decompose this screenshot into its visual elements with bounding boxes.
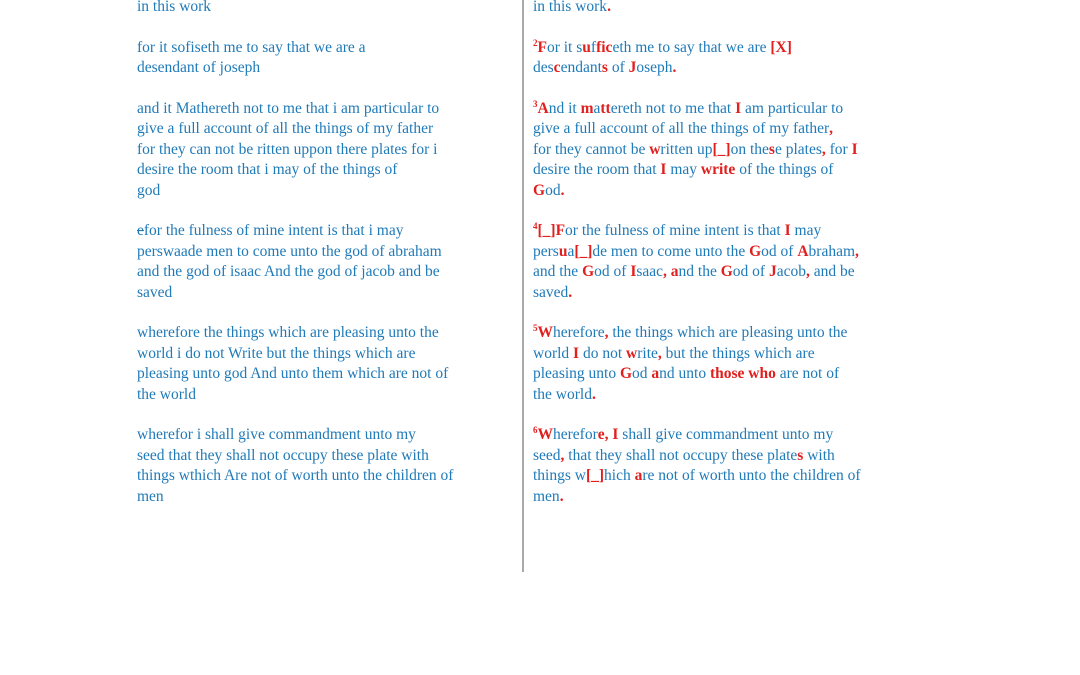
correction-mark: J bbox=[768, 263, 777, 281]
correction-mark: , bbox=[805, 263, 810, 281]
text-line: the world bbox=[137, 385, 196, 403]
text-segment: a bbox=[593, 100, 601, 117]
text-segment: and be bbox=[809, 263, 855, 281]
text-line: saved bbox=[137, 283, 173, 301]
correction-mark: G bbox=[533, 181, 546, 199]
text-segment: am particular to bbox=[741, 100, 844, 117]
text-segment: pleasing unto bbox=[533, 365, 620, 383]
text-segment: of the things of bbox=[735, 161, 834, 179]
correction-mark: , bbox=[604, 324, 609, 342]
correction-mark: I bbox=[660, 161, 667, 179]
text-segment: hich bbox=[604, 467, 635, 485]
verse-number: 6 bbox=[533, 425, 538, 436]
correction-mark: . bbox=[559, 487, 564, 505]
text-segment: for the fulness of mine intent is that i may bbox=[143, 222, 404, 240]
text-line: men bbox=[137, 487, 164, 505]
text-segment: acob bbox=[776, 263, 806, 281]
text-line: wherefor i shall give commandment unto my bbox=[137, 426, 416, 444]
text-segment: od bbox=[545, 181, 561, 199]
text-segment: rite bbox=[637, 344, 658, 362]
text-segment: endant bbox=[560, 59, 602, 77]
text-line bbox=[533, 221, 918, 241]
correction-mark: G bbox=[720, 263, 733, 281]
text-segment: that they shall not occupy these plate bbox=[564, 446, 798, 464]
correction-mark: , bbox=[560, 446, 565, 464]
paragraph bbox=[533, 323, 918, 405]
text-segment: world bbox=[533, 344, 574, 362]
text-line bbox=[533, 242, 918, 262]
correction-mark: [_] bbox=[574, 242, 593, 260]
text-segment: or it s bbox=[546, 38, 583, 56]
correction-mark: s bbox=[601, 59, 608, 77]
text-segment: on the bbox=[730, 140, 769, 158]
text-segment: of bbox=[607, 59, 629, 77]
text-segment: re not of worth unto the children of bbox=[642, 467, 861, 485]
text-line: desendant of joseph bbox=[137, 59, 261, 77]
correction-mark: u bbox=[582, 38, 591, 56]
correction-mark: . bbox=[568, 283, 573, 301]
text-line bbox=[533, 38, 918, 58]
paragraph bbox=[533, 38, 918, 79]
text-line: for it sofiseth me to say that we are a bbox=[137, 38, 366, 56]
text-segment: the world bbox=[533, 385, 592, 403]
text-line bbox=[533, 446, 918, 466]
paragraph bbox=[533, 99, 918, 201]
verse-number: 2 bbox=[533, 37, 538, 48]
correction-mark: W bbox=[537, 426, 553, 444]
correction-mark: W bbox=[537, 324, 553, 342]
paragraph bbox=[137, 221, 512, 303]
text-segment: saac bbox=[636, 263, 664, 281]
text-segment: od of bbox=[594, 263, 631, 281]
correction-mark: . bbox=[591, 385, 596, 403]
text-segment: or the fulness of mine intent is that bbox=[565, 222, 785, 240]
text-segment: and the bbox=[533, 263, 583, 281]
text-segment: pers bbox=[533, 242, 559, 260]
text-segment: ereth not to me that bbox=[610, 100, 736, 117]
original-text-column bbox=[137, 0, 512, 527]
verse-number: 3 bbox=[533, 99, 538, 109]
struck-character: e bbox=[137, 222, 144, 240]
text-segment: nd the bbox=[678, 263, 721, 281]
text-segment: men bbox=[533, 487, 560, 505]
text-segment: od of bbox=[761, 242, 798, 260]
correction-mark: u bbox=[558, 242, 568, 260]
correction-mark: . bbox=[607, 0, 611, 15]
text-line: give a full account of all the things of my father bbox=[137, 120, 434, 138]
correction-mark: A bbox=[537, 100, 549, 117]
text-segment: des bbox=[533, 59, 554, 77]
text-segment: nd unto bbox=[659, 365, 710, 383]
text-segment: give a full account of all the things of my father bbox=[533, 120, 830, 138]
text-line bbox=[533, 119, 918, 139]
text-line: in this work bbox=[137, 0, 212, 15]
text-segment: a bbox=[567, 242, 575, 260]
text-line bbox=[533, 385, 918, 405]
correction-mark: I bbox=[630, 263, 637, 281]
correction-mark: . bbox=[560, 181, 565, 199]
correction-mark: , bbox=[829, 120, 834, 138]
text-segment: od bbox=[632, 365, 652, 383]
text-line bbox=[533, 0, 918, 17]
text-line bbox=[533, 160, 918, 180]
text-segment: but the things which are bbox=[661, 344, 815, 362]
paragraph bbox=[137, 323, 512, 405]
text-line: desire the room that i may of the things of bbox=[137, 161, 398, 179]
text-line bbox=[533, 364, 918, 384]
correction-mark: G bbox=[582, 263, 595, 281]
correction-mark: I bbox=[573, 344, 580, 362]
text-line: wherefore the things which are pleasing unto the bbox=[137, 324, 439, 342]
text-line: world i do not Write but the things which are bbox=[137, 344, 416, 362]
text-line: god bbox=[137, 181, 161, 199]
text-line bbox=[137, 221, 512, 241]
correction-mark: fic bbox=[596, 38, 613, 56]
text-segment: seed bbox=[533, 446, 561, 464]
correction-mark: . bbox=[672, 59, 677, 77]
correction-mark: s bbox=[797, 446, 804, 464]
text-segment: things w bbox=[533, 467, 586, 485]
paragraph bbox=[533, 221, 918, 303]
text-line bbox=[533, 99, 918, 119]
text-segment: ritten up bbox=[660, 140, 713, 158]
text-segment: may bbox=[790, 222, 822, 240]
correction-mark: G bbox=[749, 242, 762, 260]
correction-mark: A bbox=[797, 242, 809, 260]
paragraph bbox=[533, 0, 918, 17]
text-segment: od of bbox=[732, 263, 769, 281]
text-segment: herefore bbox=[553, 324, 605, 342]
text-segment: e plates bbox=[774, 140, 822, 158]
correction-mark: I bbox=[735, 100, 742, 117]
text-segment: de men to come unto the bbox=[592, 242, 750, 260]
verse-number: 5 bbox=[533, 323, 538, 334]
column-divider bbox=[522, 0, 524, 572]
correction-mark: [X] bbox=[770, 38, 792, 56]
correction-mark: c bbox=[553, 59, 561, 77]
text-line bbox=[533, 487, 918, 507]
text-line bbox=[533, 58, 918, 78]
text-segment: shall give commandment unto my bbox=[618, 426, 834, 444]
text-segment: eth me to say that we are bbox=[612, 38, 771, 56]
text-segment: in this work bbox=[533, 0, 608, 15]
text-segment: do not bbox=[579, 344, 627, 362]
correction-mark: , bbox=[821, 140, 826, 158]
text-segment: for bbox=[825, 140, 852, 158]
corrected-text-column bbox=[533, 0, 918, 527]
text-line: and it Mathereth not to me that i am particular to bbox=[137, 100, 440, 117]
text-line bbox=[533, 181, 918, 201]
text-line bbox=[533, 262, 918, 282]
text-line bbox=[533, 323, 918, 343]
correction-mark: tt bbox=[600, 100, 611, 117]
text-line bbox=[533, 344, 918, 364]
correction-mark: a bbox=[651, 365, 660, 383]
correction-mark: I bbox=[851, 140, 858, 158]
text-segment: herefor bbox=[553, 426, 598, 444]
text-line bbox=[533, 425, 918, 445]
text-segment: with bbox=[803, 446, 835, 464]
correction-mark: w bbox=[649, 140, 661, 158]
text-line bbox=[533, 466, 918, 486]
text-line: for they can not be ritten uppon there plates for i bbox=[137, 140, 438, 158]
text-line bbox=[533, 140, 918, 160]
text-segment: nd it bbox=[548, 100, 581, 117]
paragraph bbox=[533, 425, 918, 507]
paragraph bbox=[137, 99, 512, 201]
text-line: pleasing unto god And unto them which are not of bbox=[137, 365, 449, 383]
correction-mark: m bbox=[580, 100, 594, 117]
text-line: seed that they shall not occupy these plate with bbox=[137, 446, 429, 464]
text-segment: saved bbox=[533, 283, 569, 301]
correction-mark: write bbox=[700, 161, 736, 179]
correction-mark: I bbox=[784, 222, 791, 240]
text-segment: braham bbox=[808, 242, 856, 260]
correction-mark: , a bbox=[663, 263, 679, 281]
text-segment: may bbox=[666, 161, 701, 179]
correction-mark: [_] bbox=[712, 140, 731, 158]
paragraph bbox=[137, 38, 512, 79]
paragraph bbox=[137, 425, 512, 507]
correction-mark: F bbox=[537, 38, 547, 56]
text-line: and the god of isaac And the god of jacob and be bbox=[137, 263, 440, 281]
text-segment: f bbox=[590, 38, 597, 56]
text-segment: are not of bbox=[775, 365, 840, 383]
correction-mark: , bbox=[855, 242, 859, 260]
correction-mark: s bbox=[768, 140, 775, 158]
correction-mark: [_]F bbox=[537, 222, 566, 240]
text-line: perswaade men to come unto the god of abraham bbox=[137, 242, 442, 260]
text-segment: for they cannot be bbox=[533, 140, 650, 158]
text-segment: the things which are pleasing unto the bbox=[608, 324, 848, 342]
text-segment: oseph bbox=[636, 59, 673, 77]
text-segment: desire the room that bbox=[533, 161, 661, 179]
paragraph bbox=[137, 0, 512, 17]
correction-mark: w bbox=[626, 344, 638, 362]
text-line: things wthich Are not of worth unto the children of bbox=[137, 467, 454, 485]
correction-mark: e, I bbox=[597, 426, 619, 444]
correction-mark: G bbox=[619, 365, 633, 383]
correction-mark: [_] bbox=[585, 467, 605, 485]
correction-mark: J bbox=[628, 59, 637, 77]
correction-mark: a bbox=[634, 467, 643, 485]
correction-mark: those who bbox=[709, 365, 776, 383]
text-line bbox=[533, 283, 918, 303]
verse-number: 4 bbox=[533, 221, 538, 232]
correction-mark: , bbox=[657, 344, 662, 362]
